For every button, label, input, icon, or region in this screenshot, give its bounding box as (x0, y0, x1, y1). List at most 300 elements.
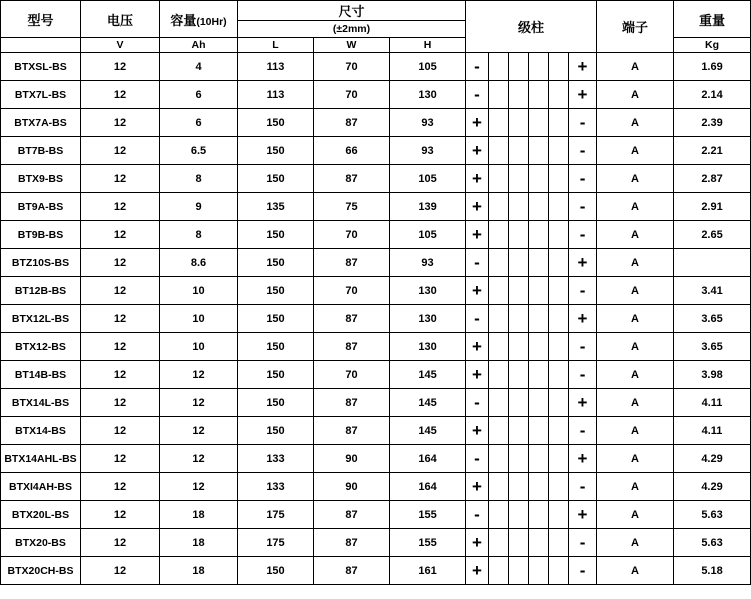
table-row (1, 389, 751, 417)
terminal-grid-cell (549, 53, 569, 81)
width-cell: 70 (314, 361, 390, 389)
weight-cell: 5.18 (674, 557, 751, 585)
length-cell: 150 (238, 221, 314, 249)
length-cell: 133 (238, 445, 314, 473)
table-header (1, 1, 751, 53)
tolerance-header: (±2mm) (238, 21, 466, 38)
voltage-cell: 12 (81, 417, 160, 445)
terminal-type-cell: A (597, 557, 674, 585)
right-terminal-polarity: - (569, 557, 597, 585)
length-cell: 113 (238, 81, 314, 109)
right-terminal-polarity: + (569, 305, 597, 333)
model-cell: BT7B-BS (1, 137, 81, 165)
terminal-type-cell: A (597, 193, 674, 221)
terminal-grid-cell (489, 137, 509, 165)
weight-cell: 2.14 (674, 81, 751, 109)
terminal-grid-cell (549, 389, 569, 417)
left-terminal-polarity: + (466, 529, 489, 557)
height-cell: 130 (390, 277, 466, 305)
height-cell: 139 (390, 193, 466, 221)
length-cell: 150 (238, 305, 314, 333)
length-cell: 150 (238, 557, 314, 585)
terminal-grid-cell (549, 193, 569, 221)
terminal-type-cell: A (597, 361, 674, 389)
terminal-type-cell: A (597, 529, 674, 557)
terminal-grid-cell (509, 333, 529, 361)
capacity-cell: 18 (160, 557, 238, 585)
capacity-cell: 12 (160, 361, 238, 389)
terminal-grid-cell (549, 165, 569, 193)
terminal-grid-cell (529, 389, 549, 417)
length-cell: 150 (238, 333, 314, 361)
terminal-grid-cell (489, 277, 509, 305)
voltage-cell: 12 (81, 165, 160, 193)
terminal-grid-cell (529, 445, 549, 473)
terminal-type-cell: A (597, 277, 674, 305)
width-cell: 90 (314, 445, 390, 473)
terminal-grid-cell (509, 361, 529, 389)
width-cell: 87 (314, 109, 390, 137)
model-cell: BTX7A-BS (1, 109, 81, 137)
terminal-grid-cell (509, 501, 529, 529)
capacity-cell: 10 (160, 333, 238, 361)
terminal-grid-cell (489, 557, 509, 585)
terminal-grid-cell (549, 221, 569, 249)
table-row (1, 333, 751, 361)
terminal-type-cell: A (597, 165, 674, 193)
model-cell: BT14B-BS (1, 361, 81, 389)
height-cell: 145 (390, 361, 466, 389)
terminal-grid-cell (529, 109, 549, 137)
terminal-grid-cell (549, 249, 569, 277)
terminal-grid-cell (509, 417, 529, 445)
length-cell: 150 (238, 109, 314, 137)
table-body (1, 53, 751, 585)
left-terminal-polarity: + (466, 165, 489, 193)
capacity-cell: 4 (160, 53, 238, 81)
model-cell: BT9A-BS (1, 193, 81, 221)
terminal-grid-cell (509, 305, 529, 333)
voltage-cell: 12 (81, 277, 160, 305)
length-cell: 150 (238, 165, 314, 193)
model-cell: BT12B-BS (1, 277, 81, 305)
terminal-grid-cell (489, 333, 509, 361)
model-unit-cell (1, 38, 81, 53)
right-terminal-polarity: - (569, 277, 597, 305)
terminal-grid-cell (489, 529, 509, 557)
weight-cell: 1.69 (674, 53, 751, 81)
capacity-cell: 12 (160, 389, 238, 417)
terminal-type-cell: A (597, 445, 674, 473)
height-cell: 105 (390, 53, 466, 81)
voltage-cell: 12 (81, 389, 160, 417)
right-terminal-polarity: - (569, 109, 597, 137)
left-terminal-polarity: + (466, 277, 489, 305)
table-row (1, 557, 751, 585)
terminal-grid-cell (489, 165, 509, 193)
capacity-header-note: (10Hr) (196, 15, 227, 28)
table-row (1, 305, 751, 333)
terminal-grid-cell (549, 137, 569, 165)
terminal-grid-cell (509, 473, 529, 501)
terminal-grid-cell (489, 389, 509, 417)
table-row (1, 165, 751, 193)
capacity-cell: 18 (160, 529, 238, 557)
right-terminal-polarity: - (569, 137, 597, 165)
model-cell: BTX20L-BS (1, 501, 81, 529)
capacity-cell: 18 (160, 501, 238, 529)
weight-cell: 5.63 (674, 501, 751, 529)
voltage-unit: V (81, 38, 160, 53)
length-unit: L (238, 38, 314, 53)
terminal-grid-cell (509, 193, 529, 221)
terminal-grid-cell (549, 109, 569, 137)
terminal-grid-cell (529, 193, 549, 221)
model-cell: BT9B-BS (1, 221, 81, 249)
height-cell: 145 (390, 417, 466, 445)
width-cell: 70 (314, 81, 390, 109)
terminal-type-cell: A (597, 249, 674, 277)
terminal-grid-cell (549, 305, 569, 333)
model-header: 型号 (1, 1, 81, 38)
voltage-cell: 12 (81, 473, 160, 501)
weight-cell: 4.29 (674, 473, 751, 501)
weight-cell (674, 249, 751, 277)
table-row (1, 137, 751, 165)
terminal-grid-cell (529, 53, 549, 81)
terminal-grid-cell (489, 53, 509, 81)
left-terminal-polarity: + (466, 417, 489, 445)
terminal-type-cell: A (597, 81, 674, 109)
right-terminal-polarity: + (569, 445, 597, 473)
terminal-type-cell: A (597, 109, 674, 137)
terminal-grid-cell (549, 501, 569, 529)
weight-unit: Kg (674, 38, 751, 53)
width-cell: 87 (314, 333, 390, 361)
terminal-grid-cell (549, 417, 569, 445)
weight-cell: 5.63 (674, 529, 751, 557)
terminal-grid-cell (509, 109, 529, 137)
weight-cell: 3.98 (674, 361, 751, 389)
voltage-cell: 12 (81, 529, 160, 557)
terminal-type-cell: A (597, 473, 674, 501)
height-cell: 130 (390, 81, 466, 109)
terminal-grid-cell (489, 221, 509, 249)
dimensions-header: 尺寸 (238, 1, 466, 21)
voltage-cell: 12 (81, 445, 160, 473)
model-cell: BTX14L-BS (1, 389, 81, 417)
terminal-grid-cell (489, 473, 509, 501)
length-cell: 150 (238, 249, 314, 277)
table-row (1, 501, 751, 529)
terminal-grid-cell (509, 137, 529, 165)
terminal-grid-cell (549, 81, 569, 109)
left-terminal-polarity: - (466, 501, 489, 529)
model-cell: BTX12-BS (1, 333, 81, 361)
length-cell: 135 (238, 193, 314, 221)
terminal-grid-cell (489, 361, 509, 389)
model-cell: BTX20CH-BS (1, 557, 81, 585)
terminal-grid-cell (489, 445, 509, 473)
terminal-grid-cell (549, 361, 569, 389)
left-terminal-polarity: + (466, 473, 489, 501)
model-cell: BTXI4AH-BS (1, 473, 81, 501)
right-terminal-polarity: - (569, 333, 597, 361)
terminal-type-cell: A (597, 333, 674, 361)
terminal-type-cell: A (597, 305, 674, 333)
height-cell: 93 (390, 249, 466, 277)
terminal-grid-cell (489, 81, 509, 109)
capacity-cell: 8.6 (160, 249, 238, 277)
terminal-grid-cell (529, 221, 549, 249)
length-cell: 175 (238, 529, 314, 557)
table-row (1, 193, 751, 221)
table-row (1, 529, 751, 557)
model-cell: BTZ10S-BS (1, 249, 81, 277)
right-terminal-polarity: + (569, 81, 597, 109)
terminal-grid-cell (509, 277, 529, 305)
capacity-cell: 10 (160, 305, 238, 333)
terminal-grid-cell (509, 557, 529, 585)
height-cell: 93 (390, 137, 466, 165)
capacity-cell: 6.5 (160, 137, 238, 165)
weight-cell: 4.29 (674, 445, 751, 473)
weight-cell: 2.65 (674, 221, 751, 249)
capacity-header-label: 容量 (170, 12, 197, 28)
terminal-type-cell: A (597, 389, 674, 417)
right-terminal-polarity: - (569, 417, 597, 445)
weight-cell: 4.11 (674, 389, 751, 417)
table-row (1, 473, 751, 501)
voltage-cell: 12 (81, 333, 160, 361)
terminal-grid-cell (489, 193, 509, 221)
capacity-cell: 8 (160, 221, 238, 249)
terminal-grid-cell (529, 165, 549, 193)
height-cell: 130 (390, 305, 466, 333)
left-terminal-polarity: + (466, 109, 489, 137)
terminal-grid-cell (509, 445, 529, 473)
right-terminal-polarity: + (569, 501, 597, 529)
capacity-cell: 12 (160, 445, 238, 473)
left-terminal-polarity: - (466, 81, 489, 109)
terminal-grid-cell (529, 501, 549, 529)
length-cell: 175 (238, 501, 314, 529)
terminal-grid-cell (509, 249, 529, 277)
voltage-cell: 12 (81, 81, 160, 109)
terminal-grid-cell (549, 557, 569, 585)
voltage-cell: 12 (81, 501, 160, 529)
width-cell: 87 (314, 389, 390, 417)
weight-cell: 2.39 (674, 109, 751, 137)
width-cell: 70 (314, 221, 390, 249)
left-terminal-polarity: + (466, 557, 489, 585)
capacity-cell: 6 (160, 81, 238, 109)
terminal-grid-cell (549, 333, 569, 361)
terminal-type-cell: A (597, 501, 674, 529)
table-row (1, 109, 751, 137)
table-row (1, 417, 751, 445)
right-terminal-polarity: + (569, 53, 597, 81)
table-row (1, 277, 751, 305)
voltage-cell: 12 (81, 305, 160, 333)
left-terminal-polarity: - (466, 53, 489, 81)
terminal-grid-cell (509, 389, 529, 417)
table-row (1, 53, 751, 81)
terminal-grid-cell (509, 165, 529, 193)
left-terminal-polarity: + (466, 137, 489, 165)
model-cell: BTX9-BS (1, 165, 81, 193)
capacity-cell: 12 (160, 417, 238, 445)
height-cell: 161 (390, 557, 466, 585)
terminal-type-cell: A (597, 53, 674, 81)
table-row (1, 221, 751, 249)
terminal-grid-cell (489, 501, 509, 529)
width-cell: 87 (314, 557, 390, 585)
capacity-cell: 9 (160, 193, 238, 221)
model-cell: BTX14AHL-BS (1, 445, 81, 473)
capacity-cell: 10 (160, 277, 238, 305)
length-cell: 150 (238, 389, 314, 417)
table-row (1, 249, 751, 277)
terminal-grid-cell (549, 473, 569, 501)
width-cell: 87 (314, 249, 390, 277)
height-cell: 164 (390, 473, 466, 501)
height-cell: 164 (390, 445, 466, 473)
width-cell: 87 (314, 165, 390, 193)
terminal-grid-cell (529, 81, 549, 109)
left-terminal-polarity: + (466, 193, 489, 221)
terminal-grid-cell (529, 277, 549, 305)
width-cell: 87 (314, 417, 390, 445)
weight-cell: 2.21 (674, 137, 751, 165)
width-cell: 66 (314, 137, 390, 165)
table-row (1, 445, 751, 473)
height-cell: 130 (390, 333, 466, 361)
length-cell: 133 (238, 473, 314, 501)
length-cell: 150 (238, 137, 314, 165)
height-cell: 155 (390, 501, 466, 529)
voltage-cell: 12 (81, 193, 160, 221)
terminal-layout-header: 级柱 (466, 1, 597, 53)
table-row (1, 361, 751, 389)
voltage-cell: 12 (81, 109, 160, 137)
width-unit: W (314, 38, 390, 53)
terminal-grid-cell (509, 221, 529, 249)
length-cell: 150 (238, 417, 314, 445)
terminal-grid-cell (529, 417, 549, 445)
length-cell: 150 (238, 361, 314, 389)
model-cell: BTX20-BS (1, 529, 81, 557)
model-cell: BTX7L-BS (1, 81, 81, 109)
height-unit: H (390, 38, 466, 53)
left-terminal-polarity: + (466, 221, 489, 249)
terminal-grid-cell (549, 445, 569, 473)
voltage-cell: 12 (81, 361, 160, 389)
terminal-grid-cell (529, 557, 549, 585)
terminal-grid-cell (509, 81, 529, 109)
left-terminal-polarity: + (466, 361, 489, 389)
capacity-unit: Ah (160, 38, 238, 53)
weight-cell: 2.87 (674, 165, 751, 193)
terminal-type-cell: A (597, 221, 674, 249)
weight-cell: 4.11 (674, 417, 751, 445)
terminal-grid-cell (529, 137, 549, 165)
terminal-grid-cell (549, 529, 569, 557)
capacity-header (160, 1, 238, 38)
right-terminal-polarity: - (569, 529, 597, 557)
terminal-grid-cell (509, 53, 529, 81)
terminal-type-cell: A (597, 417, 674, 445)
height-cell: 145 (390, 389, 466, 417)
voltage-cell: 12 (81, 557, 160, 585)
terminal-grid-cell (529, 529, 549, 557)
left-terminal-polarity: - (466, 445, 489, 473)
height-cell: 93 (390, 109, 466, 137)
terminal-grid-cell (489, 417, 509, 445)
height-cell: 105 (390, 221, 466, 249)
right-terminal-polarity: + (569, 249, 597, 277)
weight-cell: 3.65 (674, 333, 751, 361)
width-cell: 70 (314, 277, 390, 305)
terminal-grid-cell (529, 333, 549, 361)
height-cell: 105 (390, 165, 466, 193)
width-cell: 70 (314, 53, 390, 81)
length-cell: 150 (238, 277, 314, 305)
voltage-cell: 12 (81, 137, 160, 165)
height-cell: 155 (390, 529, 466, 557)
weight-cell: 2.91 (674, 193, 751, 221)
terminal-grid-cell (489, 109, 509, 137)
right-terminal-polarity: - (569, 221, 597, 249)
capacity-cell: 12 (160, 473, 238, 501)
left-terminal-polarity: - (466, 249, 489, 277)
width-cell: 90 (314, 473, 390, 501)
weight-header: 重量 (674, 1, 751, 38)
terminal-grid-cell (489, 305, 509, 333)
voltage-cell: 12 (81, 53, 160, 81)
terminal-grid-cell (529, 473, 549, 501)
right-terminal-polarity: - (569, 165, 597, 193)
terminal-grid-cell (489, 249, 509, 277)
terminal-grid-cell (509, 529, 529, 557)
left-terminal-polarity: - (466, 389, 489, 417)
header-row-1 (1, 1, 751, 21)
weight-cell: 3.65 (674, 305, 751, 333)
model-cell: BTX14-BS (1, 417, 81, 445)
right-terminal-polarity: - (569, 473, 597, 501)
terminal-grid-cell (549, 277, 569, 305)
voltage-cell: 12 (81, 249, 160, 277)
voltage-header: 电压 (81, 1, 160, 38)
right-terminal-polarity: + (569, 389, 597, 417)
weight-cell: 3.41 (674, 277, 751, 305)
terminal-type-cell: A (597, 137, 674, 165)
width-cell: 87 (314, 305, 390, 333)
width-cell: 75 (314, 193, 390, 221)
voltage-cell: 12 (81, 221, 160, 249)
left-terminal-polarity: - (466, 305, 489, 333)
length-cell: 113 (238, 53, 314, 81)
capacity-cell: 8 (160, 165, 238, 193)
model-cell: BTX12L-BS (1, 305, 81, 333)
width-cell: 87 (314, 501, 390, 529)
terminal-grid-cell (529, 305, 549, 333)
capacity-cell: 6 (160, 109, 238, 137)
width-cell: 87 (314, 529, 390, 557)
terminal-header: 端子 (597, 1, 674, 53)
right-terminal-polarity: - (569, 193, 597, 221)
right-terminal-polarity: - (569, 361, 597, 389)
